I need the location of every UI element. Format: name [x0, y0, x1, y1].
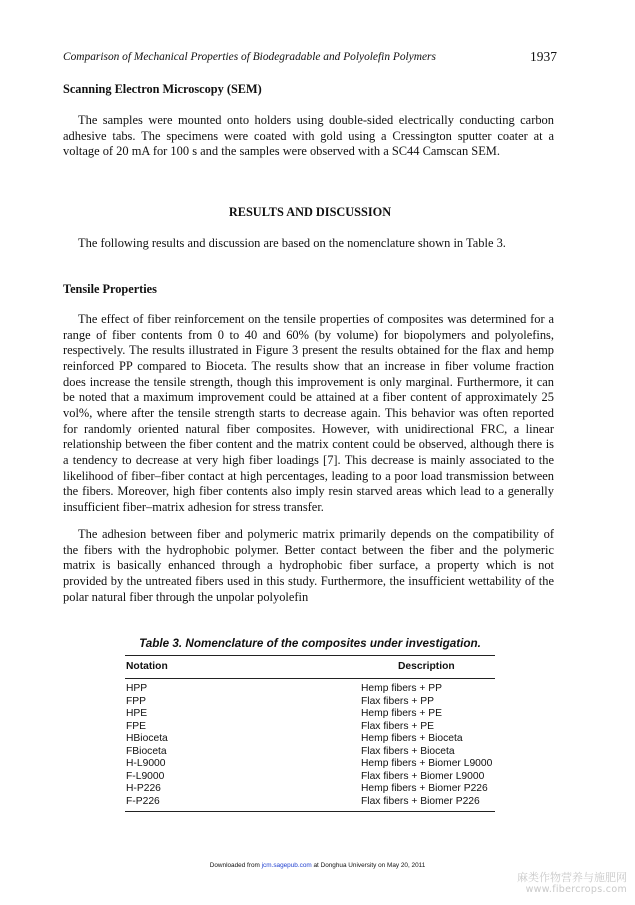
description-cell: Hemp fibers + Biomer P226: [361, 783, 488, 795]
table-header-row: [125, 656, 495, 678]
table-row: [125, 733, 495, 746]
table-caption: Table 3. Nomenclature of the composites under investigation.: [139, 637, 481, 650]
page-number: 1937: [530, 49, 557, 64]
table-row: [125, 758, 495, 771]
results-heading: RESULTS AND DISCUSSION: [228, 205, 392, 219]
notation-cell: HBioceta: [126, 733, 168, 745]
description-cell: Flax fibers + Bioceta: [361, 745, 455, 757]
sem-paragraph: The samples were mounted onto holders using double-sided electrically conducting carbon adhesive tabs. The specimens were coated with gold using a Cressington sputter coater at a voltage of 20 mA for 100 s and the samples were observed with a SC44 Camscan SEM.: [63, 113, 554, 159]
notation-cell: FPE: [126, 720, 147, 732]
notation-cell: HPE: [126, 708, 148, 720]
notation-cell: H-P226: [126, 783, 161, 795]
description-cell: Flax fibers + PP: [361, 695, 434, 707]
tensile-paragraph-1: The effect of fiber reinforcement on the tensile properties of composites was determined for a range of fiber contents from 0 to 40 and 60% (by volume) for biopolymers and polyolefins, respectively. The results illustrated in Figure 3 present the results obtained for the flax and hemp reinforced PP compared to Bioceta. The results show that an increase in fiber volume fraction does increase the tensile strength, though this improvement is only marginal. Furthermore, it can be noted that a maximum improvement could be attained at a fiber content of approximately 25 vol%, where after the tensile strength starts to decrease again. This behavior was often reported for randomly oriented natural fiber composites. However, with unidirectional FRC, a linear relationship between the fiber content and the matrix content could be observed, although there is a tendency to decrease at very high fiber loadings [7]. This decrease is mainly associated to the likelihood of fiber–fiber contact at high percentages, leading to a poor load transmission between the fibers. Moreover, high fiber contents also imply resin starved areas which lead to a generally insufficient fiber–matrix adhesion for stress transfer.: [63, 312, 554, 514]
running-title: Comparison of Mechanical Properties of Biodegradable and Polyolefin Polymers: [63, 51, 436, 63]
site-watermark: [517, 872, 627, 896]
results-paragraph: The following results and discussion are based on the nomenclature shown in Table 3.: [78, 236, 506, 250]
sem-heading: Scanning Electron Microscopy (SEM): [63, 82, 262, 96]
table-row: [125, 771, 495, 784]
tensile-heading: Tensile Properties: [63, 282, 157, 296]
tensile-paragraph-2: The adhesion between fiber and polymeric matrix primarily depends on the compatibility of the fibers with the hydrophobic polymer. Better contact between the fiber and the polymeric matrix is basically enhanced through a hydrophobic fiber surface, a property which is not provided by the untreated fibers used in this study. Furthermore, the insufficient wettability of the polar natural fiber through the unpolar polyolefin: [63, 527, 554, 604]
table-row: [125, 721, 495, 734]
footer-suffix: at Donghua University on May 20, 2011: [311, 862, 426, 869]
notation-cell: F-L9000: [126, 770, 165, 782]
notation-cell: FBioceta: [126, 745, 167, 757]
notation-cell: F-P226: [126, 795, 160, 807]
download-footer: [0, 862, 635, 869]
table-row: [125, 683, 495, 696]
table-bottom-rule: [125, 811, 495, 812]
description-cell: Flax fibers + Biomer P226: [361, 795, 480, 807]
footer-link[interactable]: jcm.sagepub.com: [261, 862, 312, 869]
table-row: [125, 783, 495, 796]
description-cell: Flax fibers + Biomer L9000: [361, 770, 485, 782]
watermark-cn: 麻类作物营养与施肥网: [517, 871, 627, 884]
description-cell: Hemp fibers + PE: [361, 708, 442, 720]
notation-cell: FPP: [126, 695, 147, 707]
table-3: [125, 637, 495, 812]
notation-cell: HPP: [126, 683, 148, 694]
description-cell: Hemp fibers + Bioceta: [361, 733, 463, 745]
table-row: [125, 696, 495, 709]
col-header-description: Description: [398, 661, 455, 672]
table-row: [125, 796, 495, 809]
col-header-notation: Notation: [126, 661, 168, 672]
description-cell: Hemp fibers + PP: [361, 683, 442, 694]
notation-cell: H-L9000: [126, 758, 166, 770]
footer-prefix: Downloaded from: [209, 862, 262, 869]
table-row: [125, 746, 495, 759]
watermark-url: www.fibercrops.com: [525, 884, 627, 895]
description-cell: Flax fibers + PE: [361, 720, 434, 732]
description-cell: Hemp fibers + Biomer L9000: [361, 758, 493, 770]
table-body: [125, 679, 495, 808]
table-row: [125, 708, 495, 721]
